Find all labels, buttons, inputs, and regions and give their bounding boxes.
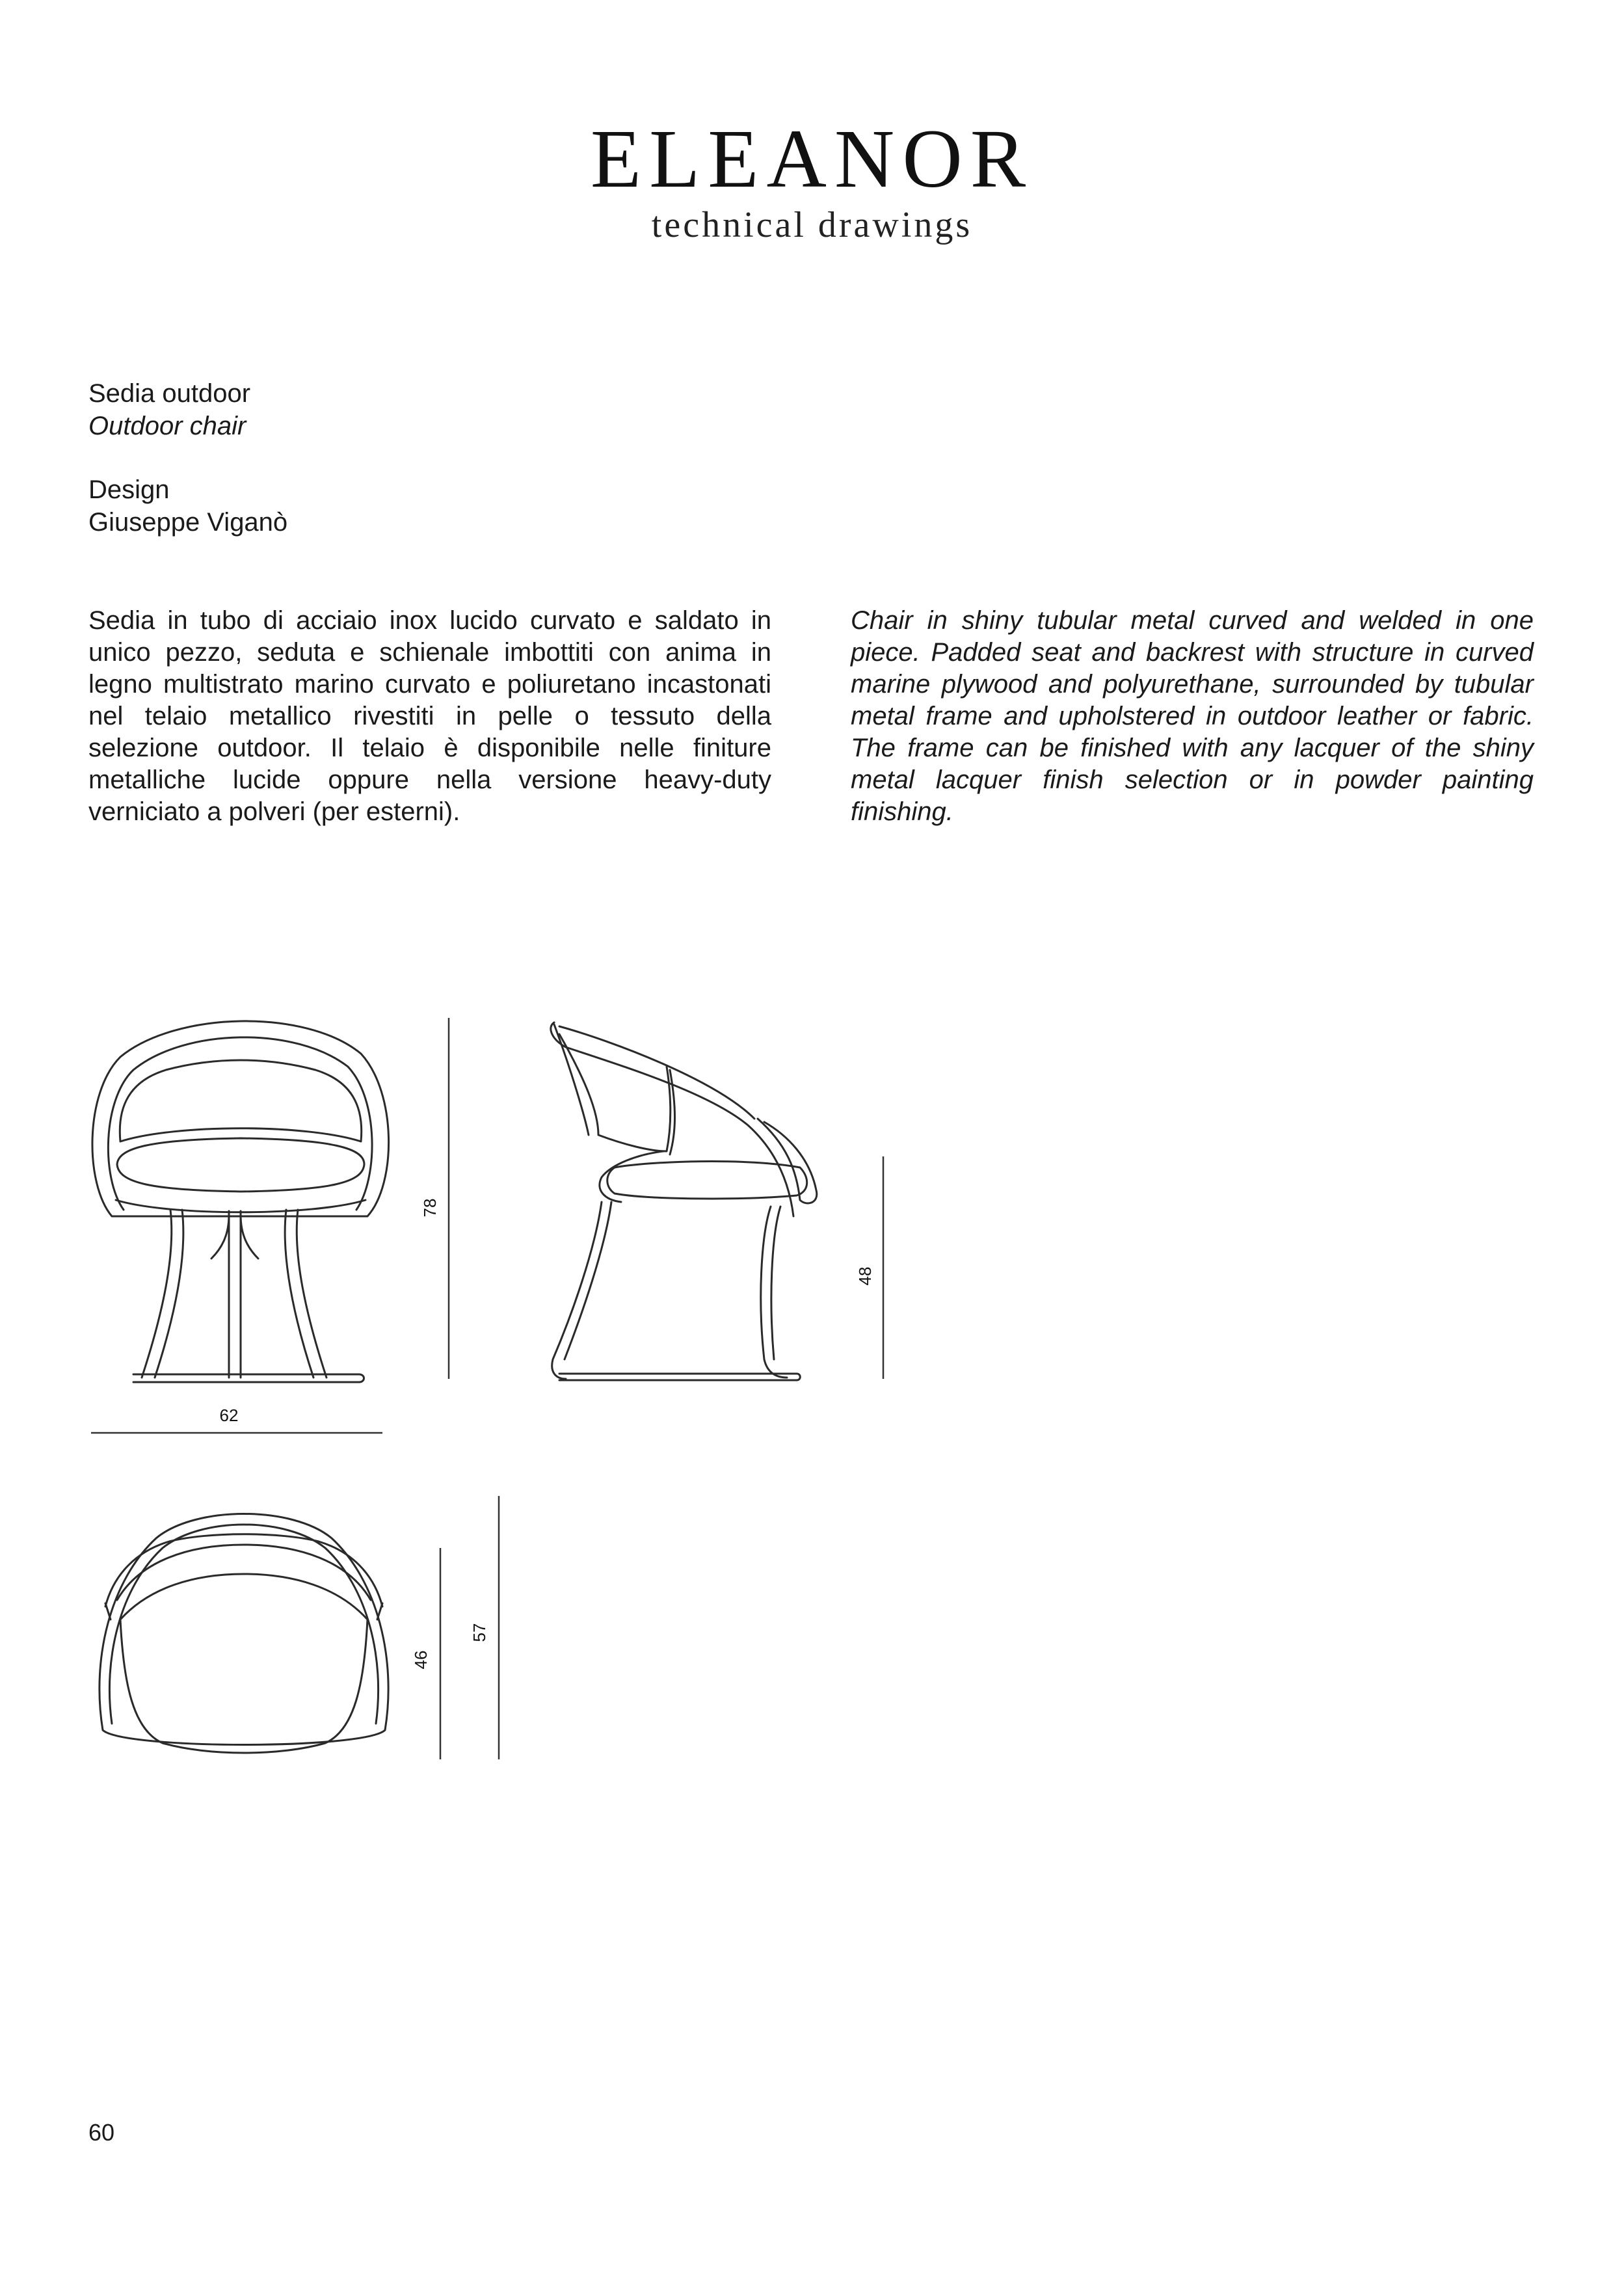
dimension-seat-height-label: 48 — [855, 1266, 875, 1286]
design-label: Design — [88, 475, 170, 504]
dimension-seat-depth-label: 46 — [411, 1650, 431, 1670]
front-view-drawing — [92, 1021, 389, 1382]
description-italian: Sedia in tubo di acciaio inox lucido curvato e saldato in unico pezzo, seduta e schienale imbottiti con anima in legno multistrato marino curvato e poliuretano incastonati nel telaio metallico rivestiti in pelle o tessuto della selezione outdoor. Il telaio è disponibile nelle finiture metalliche lucide oppure nella versione heavy-duty verniciato a polveri (per esterni). — [88, 606, 771, 826]
dimension-depth-label: 57 — [470, 1623, 489, 1642]
description-english: Chair in shiny tubular metal curved and welded in one piece. Padded seat and backrest with structure in curved marine plywood and polyurethane, surrounded by tubular metal frame and upholstered in outdoor leather or fabric. The frame can be finished with any lacquer of the shiny metal lacquer finish selection or in powder painting finishing. — [851, 606, 1534, 826]
page-title: ELEANOR — [590, 113, 1034, 205]
top-view-drawing — [100, 1514, 388, 1754]
product-type-en: Outdoor chair — [88, 412, 246, 440]
product-type-it: Sedia outdoor — [88, 379, 251, 408]
page-subtitle: technical drawings — [651, 205, 973, 245]
side-view-drawing — [551, 1022, 817, 1380]
page-number: 60 — [88, 2119, 115, 2146]
dimension-height-label: 78 — [420, 1198, 440, 1218]
designer-name: Giuseppe Viganò — [88, 508, 288, 537]
dimension-width-label: 62 — [219, 1406, 239, 1425]
